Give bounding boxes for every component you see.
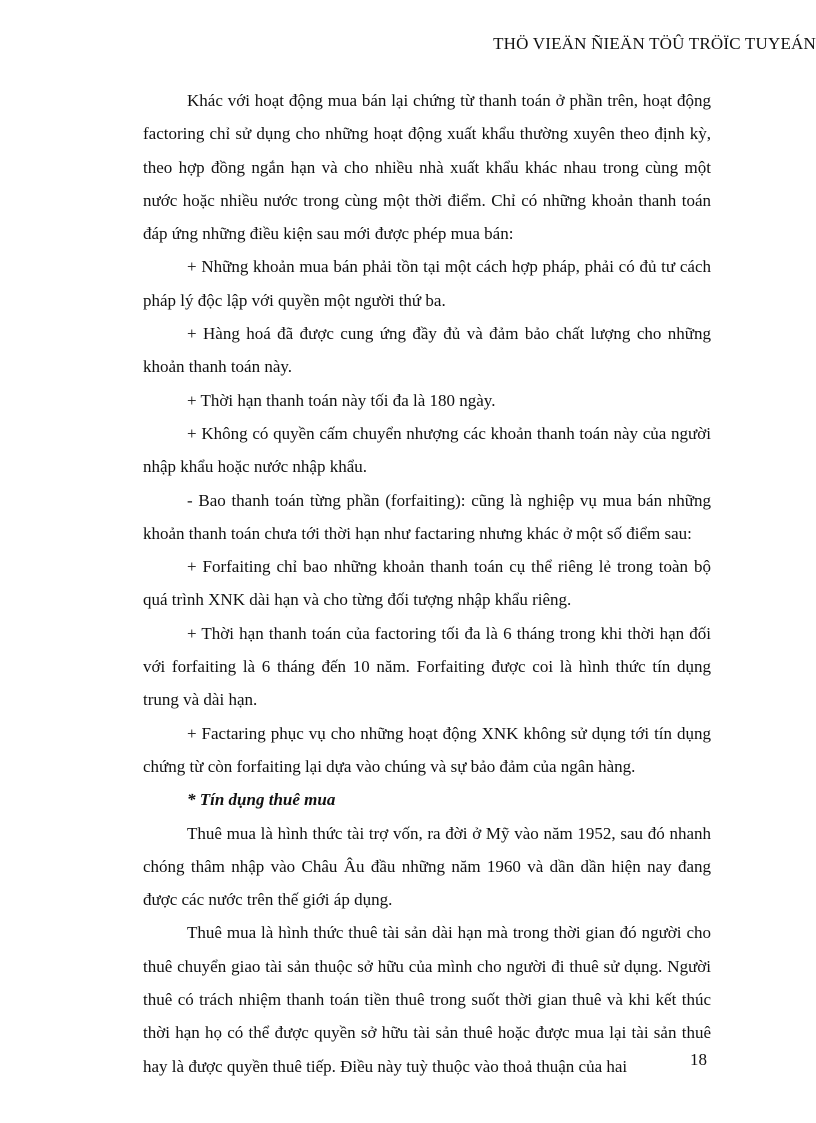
running-header: THÖ VIEÄN ÑIEÄN TÖÛ TRÖÏC TUYEÁN <box>493 34 816 53</box>
paragraph-factoring-intro: Khác với hoạt động mua bán lại chứng từ thanh toán ở phần trên, hoạt động factoring chỉ sử dụng cho những hoạt động xuất khẩu thường xuyên theo định kỳ, theo hợp đồng ngắn hạn và cho nhiều nhà xuất khẩu khác nhau trong cùng một nước hoặc nhiều nước trong cùng một thời điểm. Chỉ có những khoản thanh toán đáp ứng những điều kiện sau mới được phép mua bán: <box>143 91 711 244</box>
paragraph-leasing-history: Thuê mua là hình thức tài trợ vốn, ra đời ở Mỹ vào năm 1952, sau đó nhanh chóng thâm nhập vào Châu Âu đầu những năm 1960 và dần dần hiện nay đang được các nước trên thế giới áp dụng. <box>143 823 711 910</box>
page-body <box>143 84 711 1083</box>
page-number: 18 <box>690 1050 707 1069</box>
paragraph-condition-term: + Thời hạn thanh toán này tối đa là 180 ngày. <box>187 390 496 410</box>
paragraph-forfaiting-term: + Thời hạn thanh toán của factoring tối đa là 6 tháng trong khi thời hạn đối với forfaiting là 6 tháng đến 10 năm. Forfaiting được coi là hình thức tín dụng trung và dài hạn. <box>143 623 711 710</box>
paragraph-forfaiting-intro: - Bao thanh toán từng phần (forfaiting): cũng là nghiệp vụ mua bán những khoản thanh toán chưa tới thời hạn như factaring nhưng khác ở một số điểm sau: <box>143 490 711 543</box>
paragraph-forfaiting-scope: + Forfaiting chỉ bao những khoản thanh toán cụ thể riêng lẻ trong toàn bộ quá trình XNK dài hạn và cho từng đối tượng nhập khẩu riêng. <box>143 557 711 610</box>
section-heading-leasing: * Tín dụng thuê mua <box>187 790 336 810</box>
paragraph-leasing-definition: Thuê mua là hình thức thuê tài sản dài hạn mà trong thời gian đó người cho thuê chuyển giao tài sản thuộc sở hữu của mình cho người đi thuê sử dụng. Người thuê có trách nhiệm thanh toán tiền thuê trong suốt thời gian thuê và khi kết thúc thời hạn họ có thể được quyền sở hữu tài sản thuê hoặc được mua lại tài sản thuê hay là được quyền thuê tiếp. Điều này tuỳ thuộc vào thoả thuận của hai <box>143 923 711 1076</box>
paragraph-condition-goods: + Hàng hoá đã được cung ứng đầy đủ và đảm bảo chất lượng cho những khoản thanh toán này. <box>143 324 711 377</box>
paragraph-condition-transfer: + Không có quyền cấm chuyển nhượng các khoản thanh toán này của người nhập khẩu hoặc nước nhập khẩu. <box>143 423 711 477</box>
paragraph-forfaiting-credit: + Factaring phục vụ cho những hoạt động XNK không sử dụng tới tín dụng chứng từ còn forfaiting lại dựa vào chúng và sự bảo đảm của ngân hàng. <box>143 723 711 776</box>
paragraph-condition-legal: + Những khoản mua bán phải tồn tại một cách hợp pháp, phải có đủ tư cách pháp lý độc lập với quyền một người thứ ba. <box>143 257 711 310</box>
